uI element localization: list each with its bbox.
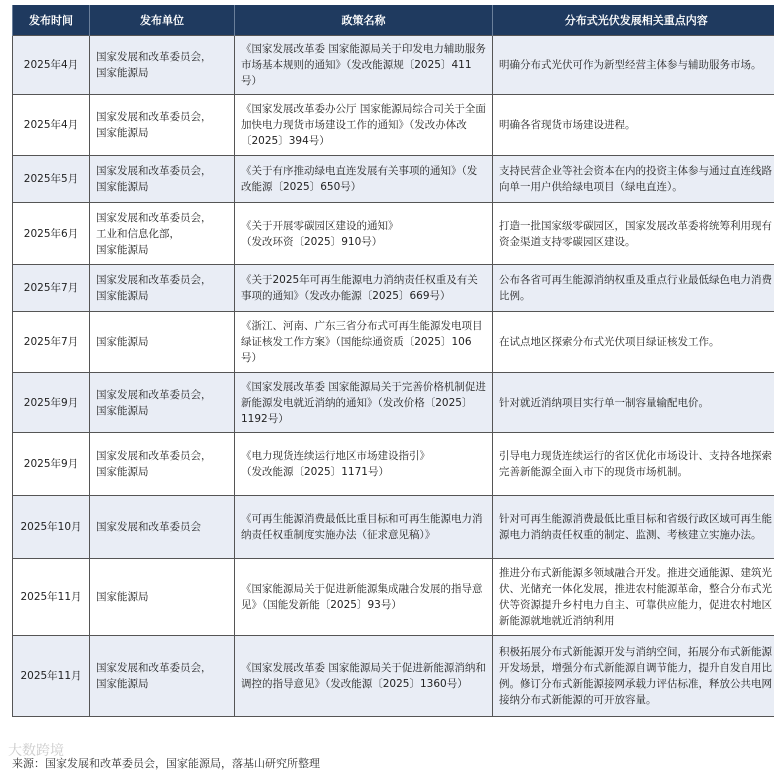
- table-row: [13, 636, 774, 717]
- cell-policy: 《关于开展零碳园区建设的通知》 （发改环资〔2025〕910号）: [235, 203, 493, 265]
- table-header: [13, 5, 774, 36]
- cell-unit: 国家发展和改革委员会， 国家能源局: [90, 156, 235, 203]
- cell-unit: 国家发展和改革委员会， 国家能源局: [90, 636, 235, 717]
- cell-unit: 国家发展和改革委员会， 国家能源局: [90, 433, 235, 496]
- cell-unit: 国家发展和改革委员会， 国家能源局: [90, 373, 235, 433]
- cell-content: 公布各省可再生能源消纳权重及重点行业最低绿色电力消费比例。: [493, 265, 774, 312]
- policy-table: [12, 5, 774, 717]
- cell-content: 在试点地区探索分布式光伏项目绿证核发工作。: [493, 312, 774, 373]
- cell-content: 明确各省现货市场建设进程。: [493, 95, 774, 156]
- header-unit: 发布单位: [90, 5, 235, 36]
- table-row: [13, 373, 774, 433]
- cell-policy: 《可再生能源消费最低比重目标和可再生能源电力消纳责任权重制度实施办法（征求意见稿）》: [235, 496, 493, 559]
- cell-unit: 国家发展和改革委员会， 国家能源局: [90, 265, 235, 312]
- cell-unit: 国家发展和改革委员会， 国家能源局: [90, 95, 235, 156]
- cell-policy: 《浙江、河南、广东三省分布式可再生能源发电项目绿证核发工作方案》（国能综通资质〔2025〕106号）: [235, 312, 493, 373]
- cell-content: 支持民营企业等社会资本在内的投资主体参与通过直连线路向单一用户供给绿电项目（绿电直连）。: [493, 156, 774, 203]
- table-row: [13, 203, 774, 265]
- table-row: [13, 156, 774, 203]
- cell-policy: 《关于2025年可再生能源电力消纳责任权重及有关事项的通知》（发改办能源〔2025〕669号）: [235, 265, 493, 312]
- cell-date: 2025年4月: [13, 36, 90, 95]
- cell-date: 2025年10月: [13, 496, 90, 559]
- cell-date: 2025年6月: [13, 203, 90, 265]
- cell-date: 2025年4月: [13, 95, 90, 156]
- cell-unit: 国家发展和改革委员会: [90, 496, 235, 559]
- cell-unit: 国家发展和改革委员会， 工业和信息化部， 国家能源局: [90, 203, 235, 265]
- header-policy: 政策名称: [235, 5, 493, 36]
- table-row: [13, 95, 774, 156]
- cell-date: 2025年5月: [13, 156, 90, 203]
- cell-content: 针对就近消纳项目实行单一制容量输配电价。: [493, 373, 774, 433]
- source-note: 来源：国家发展和改革委员会，国家能源局，落基山研究所整理: [12, 757, 320, 770]
- cell-date: 2025年7月: [13, 312, 90, 373]
- header-date: 发布时间: [13, 5, 90, 36]
- table-row: [13, 265, 774, 312]
- cell-date: 2025年7月: [13, 265, 90, 312]
- cell-content: 引导电力现货连续运行的省区优化市场设计、支持各地探索完善新能源全面入市下的现货市场机制。: [493, 433, 774, 496]
- cell-content: 针对可再生能源消费最低比重目标和省级行政区域可再生能源电力消纳责任权重的制定、监测、考核建立实施办法。: [493, 496, 774, 559]
- table-row: [13, 312, 774, 373]
- cell-policy: 《国家发展改革委 国家能源局关于完善价格机制促进新能源发电就近消纳的通知》（发改价格〔2025〕1192号）: [235, 373, 493, 433]
- cell-unit: 国家发展和改革委员会， 国家能源局: [90, 36, 235, 95]
- cell-date: 2025年11月: [13, 636, 90, 717]
- cell-content: 打造一批国家级零碳园区，国家发展改革委将统筹利用现有资金渠道支持零碳园区建设。: [493, 203, 774, 265]
- cell-policy: 《国家发展改革委 国家能源局关于印发电力辅助服务市场基本规则的通知》（发改能源规〔2025〕411号）: [235, 36, 493, 95]
- table-row: [13, 559, 774, 636]
- cell-policy: 《国家能源局关于促进新能源集成融合发展的指导意见》（国能发新能〔2025〕93号）: [235, 559, 493, 636]
- watermark: 大数跨境: [8, 743, 64, 759]
- table-row: [13, 433, 774, 496]
- table-row: [13, 496, 774, 559]
- cell-content: 积极拓展分布式新能源开发与消纳空间，拓展分布式新能源开发场景，增强分布式新能源自调节能力，提升自发自用比例。修订分布式新能源接网承载力评估标准，释放公共电网接纳分布式新能源的可开放容量。: [493, 636, 774, 717]
- cell-unit: 国家能源局: [90, 559, 235, 636]
- table-row: [13, 36, 774, 95]
- header-content: 分布式光伏发展相关重点内容: [493, 5, 774, 36]
- cell-date: 2025年11月: [13, 559, 90, 636]
- cell-date: 2025年9月: [13, 373, 90, 433]
- cell-unit: 国家能源局: [90, 312, 235, 373]
- cell-policy: 《国家发展改革委办公厅 国家能源局综合司关于全面加快电力现货市场建设工作的通知》（发改办体改〔2025〕394号）: [235, 95, 493, 156]
- cell-policy: 《关于有序推动绿电直连发展有关事项的通知》（发改能源〔2025〕650号）: [235, 156, 493, 203]
- cell-policy: 《国家发展改革委 国家能源局关于促进新能源消纳和调控的指导意见》（发改能源〔2025〕1360号）: [235, 636, 493, 717]
- cell-date: 2025年9月: [13, 433, 90, 496]
- cell-content: 明确分布式光伏可作为新型经营主体参与辅助服务市场。: [493, 36, 774, 95]
- cell-policy: 《电力现货连续运行地区市场建设指引》 （发改能源〔2025〕1171号）: [235, 433, 493, 496]
- cell-content: 推进分布式新能源多领域融合开发。推进交通能源、建筑光伏、光储充一体化发展，推进农村能源革命，整合分布式光伏等资源提升乡村电力自主、可靠供应能力，促进农村地区新能源就地就近消纳利用: [493, 559, 774, 636]
